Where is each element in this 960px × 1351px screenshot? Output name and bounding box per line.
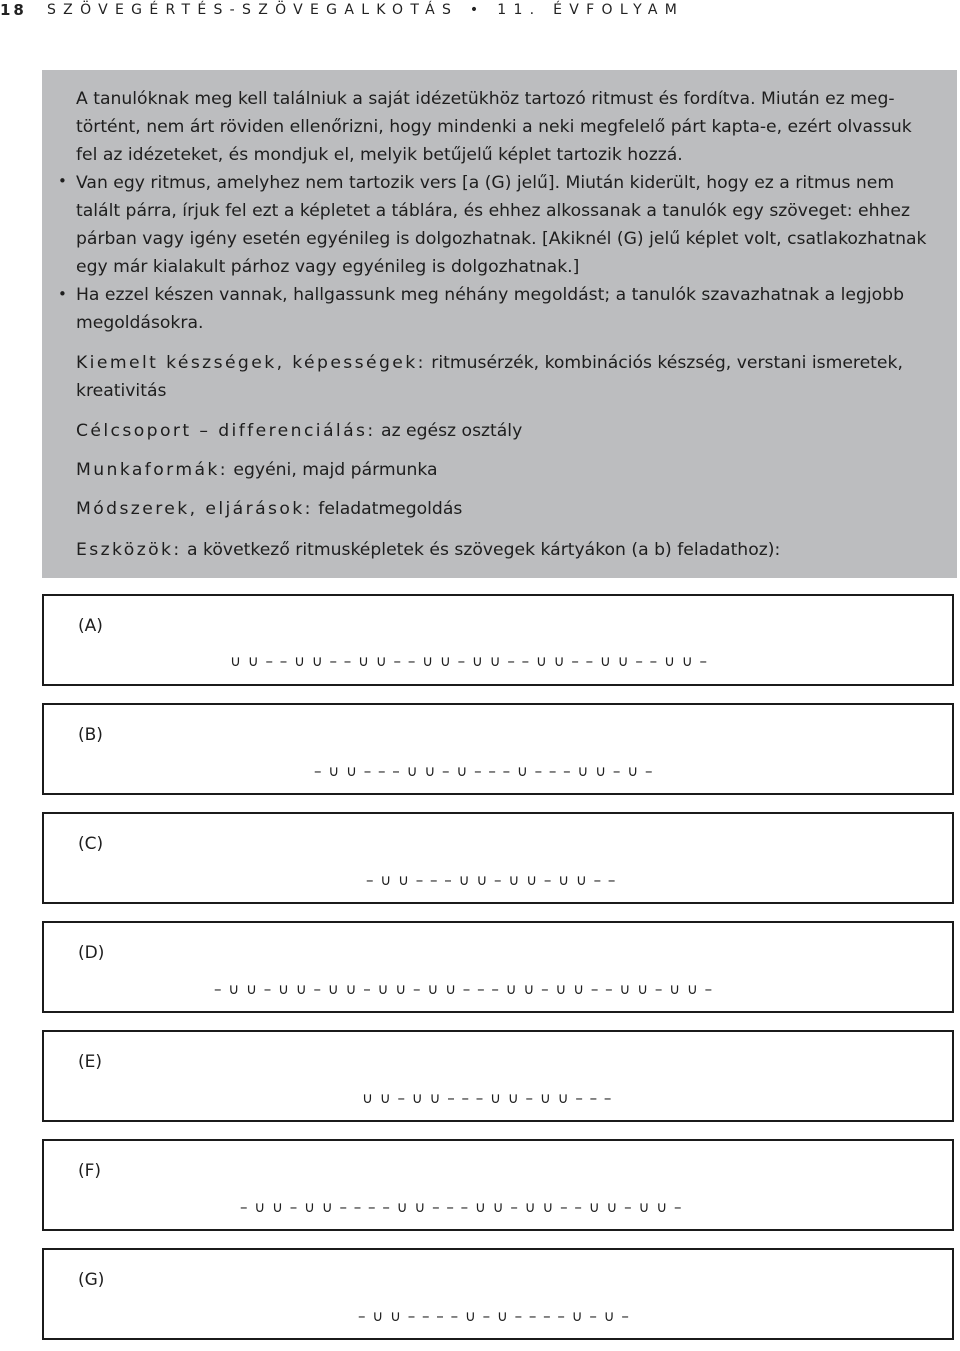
bullet2-line-2: megoldásokra. [76,313,204,333]
page-number: 18 [0,1,27,19]
card-letter: (D) [78,943,105,963]
tools-text: a következő ritmusképletek és szövegek kártyákon (a b) feladathoz): [187,540,781,560]
methods-label: Módszerek, eljárások: [76,499,313,519]
rhythm-card-f [42,1139,954,1231]
skills-text-continued: kreativitás [76,381,167,401]
rhythm-card-c [42,812,954,904]
bullet1-line-4: egy már kialakult párhoz vagy egyénileg is dolgozhatnak.] [76,257,580,277]
instruction-box [42,70,957,578]
rhythm-pattern: – ∪ ∪ – ∪ ∪ – ∪ ∪ – ∪ ∪ – ∪ ∪ – – – ∪ ∪ – ∪ ∪ – – ∪ ∪ – ∪ ∪ – [214,980,714,998]
workform-line [76,456,438,484]
methods-text: feladatmegoldás [318,499,463,519]
card-letter: (C) [78,834,104,854]
skills-label: Kiemelt készségek, képességek: [76,353,426,373]
rhythm-card-b [42,703,954,795]
methods-line [76,495,462,523]
rhythm-pattern: – ∪ ∪ – – – – ∪ – ∪ – – – – ∪ – ∪ – [358,1307,630,1325]
bullet-marker-2: • [58,285,67,303]
tools-line [76,536,780,564]
rhythm-pattern: – ∪ ∪ – ∪ ∪ – – – – ∪ ∪ – – – ∪ ∪ – ∪ ∪ – – ∪ ∪ – ∪ ∪ – [240,1198,683,1216]
intro-line-3: fel az idézeteket, és mondjuk el, melyik betűjelű képlet tartozik hozzá. [76,145,683,165]
rhythm-pattern: – ∪ ∪ – – – ∪ ∪ – ∪ ∪ – ∪ ∪ – – [366,871,617,889]
rhythm-card-g [42,1248,954,1340]
page-header [0,0,960,26]
rhythm-card-a [42,594,954,686]
rhythm-card-d [42,921,954,1013]
skills-line [76,349,903,377]
target-label: Célcsoport – differenciálás: [76,421,376,441]
skills-text: ritmusérzék, kombinációs készség, verstani ismeretek, [431,353,903,373]
bullet1-line-2: talált párra, írjuk fel ezt a képletet a táblára, és ehhez alkossanak a tanulók egy szöveget: ehhez [76,201,910,221]
running-title: SZÖVEGÉRTÉS-SZÖVEGALKOTÁS • 11. ÉVFOLYAM [47,2,685,18]
workform-text: egyéni, majd pármunka [233,460,438,480]
rhythm-pattern: ∪ ∪ – – ∪ ∪ – – ∪ ∪ – – ∪ ∪ – ∪ ∪ – – ∪ ∪ – – ∪ ∪ – – ∪ ∪ – [230,652,708,670]
target-line [76,417,522,445]
rhythm-pattern: ∪ ∪ – ∪ ∪ – – – ∪ ∪ – ∪ ∪ – – – [362,1089,613,1107]
target-text: az egész osztály [381,421,523,441]
card-letter: (G) [78,1270,105,1290]
card-letter: (A) [78,616,103,636]
bullet-marker-1: • [58,172,67,190]
card-letter: (E) [78,1052,103,1072]
bullet2-line-1: Ha ezzel készen vannak, hallgassunk meg néhány megoldást; a tanulók szavazhatnak a legjobb [76,285,904,305]
card-letter: (B) [78,725,103,745]
card-letter: (F) [78,1161,102,1181]
rhythm-pattern: – ∪ ∪ – – – ∪ ∪ – ∪ – – – ∪ – – – ∪ ∪ – ∪ – [314,762,654,780]
workform-label: Munkaformák: [76,460,228,480]
bullet1-line-1: Van egy ritmus, amelyhez nem tartozik vers [a (G) jelű]. Miután kiderült, hogy ez a ritmus nem [76,173,895,193]
bullet1-line-3: párban vagy igény esetén egyénileg is dolgozhatnak. [Akiknél (G) jelű képlet volt, csatlakozhatnak [76,229,927,249]
tools-label: Eszközök: [76,540,182,560]
intro-line-2: történt, nem árt röviden ellenőrizni, hogy mindenki a neki megfelelő párt kapta-e, ezért olvassuk [76,117,912,137]
rhythm-card-e [42,1030,954,1122]
intro-line-1: A tanulóknak meg kell találniuk a saját idézetükhöz tartozó ritmust és fordítva. Miután ez meg- [76,89,895,109]
